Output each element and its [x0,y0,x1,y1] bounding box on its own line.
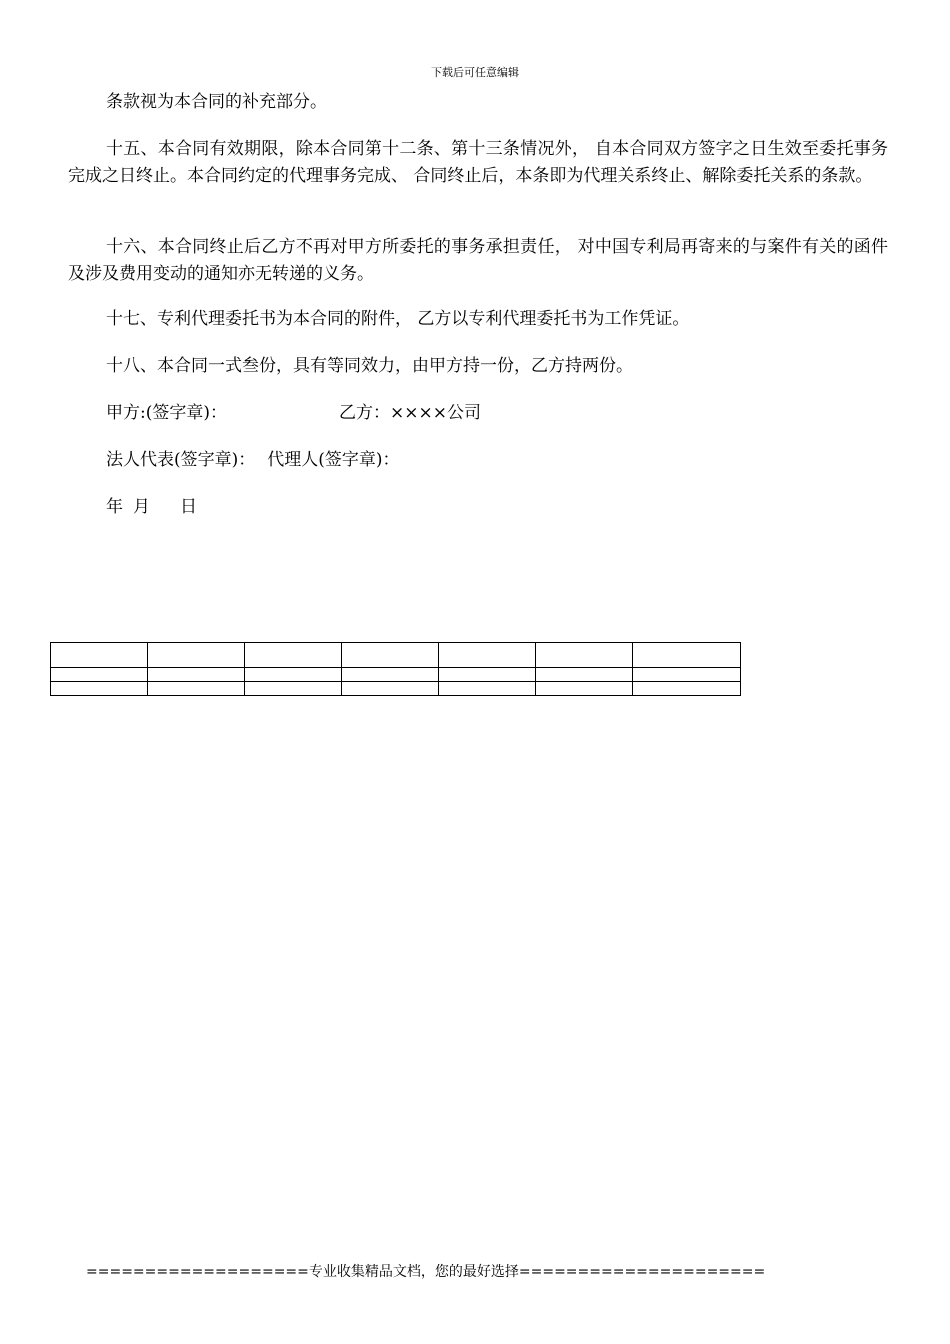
signature-line-parties [106,400,481,427]
table-row [51,643,741,668]
table-cell [51,643,148,668]
table-row [51,682,741,696]
paragraph-clause-17: 十七、专利代理委托书为本合同的附件， 乙方以专利代理委托书为工作凭证。 [106,309,690,329]
table-cell [148,682,245,696]
blank-table [50,642,741,696]
table-cell [245,668,342,682]
paragraph-clause-16: 十六、本合同终止后乙方不再对甲方所委托的事务承担责任， 对中国专利局再寄来的与案件有关的函件及涉及费用变动的通知亦无转递的义务。 [68,237,888,284]
table-cell [51,668,148,682]
table-cell [439,682,536,696]
signature-line-representatives [106,447,400,474]
table-cell [439,668,536,682]
table-cell [148,643,245,668]
table-cell [342,668,439,682]
paragraph-clause-18: 十八、本合同一式叁份，具有等同效力，由甲方持一份，乙方持两份。 [106,356,633,376]
table-cell [245,682,342,696]
day-label: 日 [180,497,197,517]
paragraph-clause-continuation: 条款视为本合同的补充部分。 [106,92,327,112]
table-row [51,668,741,682]
table-cell [51,682,148,696]
legal-rep-signature-label: 法人代表(签字章)： [106,450,256,470]
table-cell [633,643,741,668]
party-b-signature-label: 乙方：××××公司 [339,403,481,423]
table-cell [148,668,245,682]
party-a-signature-label: 甲方:(签字章)： [106,403,227,423]
table-cell [245,643,342,668]
page-header: 下载后可任意编辑 [431,66,519,79]
table-cell [536,682,633,696]
month-label: 月 [133,497,150,517]
table-cell [342,643,439,668]
agent-signature-label: 代理人(签字章)： [267,450,400,470]
date-line [106,494,197,521]
page-footer: ===================专业收集精品文档，您的最好选择===================== [86,1264,766,1280]
table-cell [342,682,439,696]
table-cell [439,643,536,668]
table-cell [633,682,741,696]
paragraph-clause-15: 十五、本合同有效期限，除本合同第十二条、第十三条情况外， 自本合同双方签字之日生效至委托事务完成之日终止。本合同约定的代理事务完成、 合同终止后，本条即为代理关系终止、解除委托关系的条款。 [68,139,888,186]
table-cell [633,668,741,682]
table-cell [536,643,633,668]
table-cell [536,668,633,682]
year-label: 年 [106,497,123,517]
